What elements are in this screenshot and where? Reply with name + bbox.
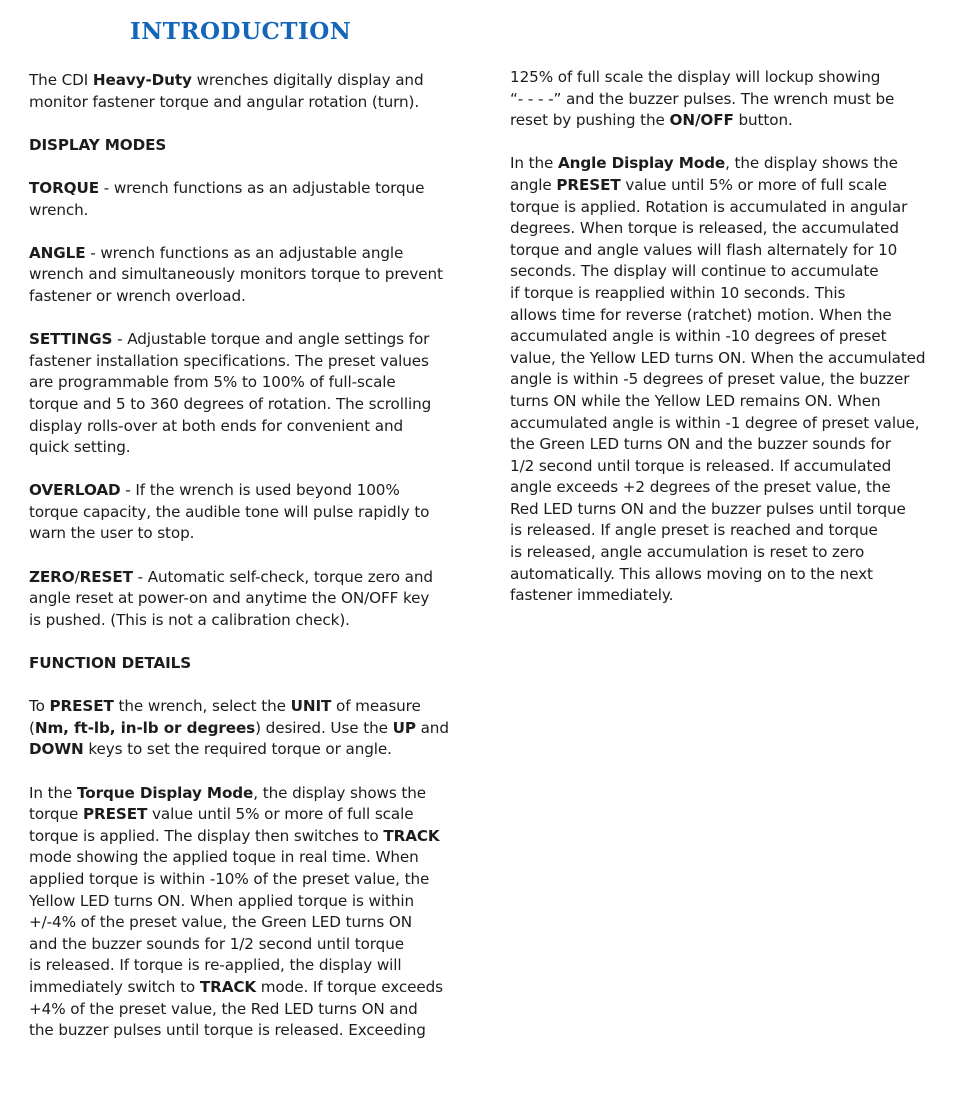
function-details-heading	[29, 653, 454, 675]
text-run: - If the wrench is used beyond 100%	[120, 481, 400, 500]
text-run: - Automatic self-check, torque zero and	[132, 567, 433, 586]
text-line	[29, 826, 454, 848]
text-run: +/-4% of the preset value, the Green LED turns ON	[29, 913, 413, 932]
text-line	[510, 283, 935, 305]
text-run: is released. If torque is re-applied, the display will	[29, 956, 402, 975]
text-run: quick setting.	[29, 438, 131, 457]
text-run: is pushed. (This is not a calibration check).	[29, 610, 350, 629]
bold-text-run: OVERLOAD	[29, 481, 121, 500]
text-line	[29, 804, 454, 826]
text-line	[510, 564, 935, 586]
text-run: /	[74, 567, 80, 586]
text-line	[510, 456, 935, 478]
text-run: In the	[29, 783, 77, 802]
text-run: wrenches digitally display and	[191, 71, 424, 89]
text-run: torque capacity, the audible tone will pulse rapidly to	[29, 502, 430, 521]
text-run: fastener installation specifications. The preset values	[29, 351, 429, 370]
text-line	[29, 243, 454, 265]
text-run: turns ON while the Yellow LED remains ON. When	[510, 391, 881, 410]
text-run: immediately switch to	[29, 977, 200, 996]
angle-display-mode-paragraph	[510, 153, 935, 606]
text-run: automatically. This allows moving on to the next	[510, 564, 873, 583]
text-run: torque is applied. The display then switches to	[29, 826, 384, 845]
text-run: 1/2 second until torque is released. If accumulated	[510, 456, 892, 475]
text-run: accumulated angle is within -1 degree of preset value,	[510, 413, 920, 432]
text-line	[29, 372, 454, 394]
text-run: reset by pushing the	[510, 111, 670, 130]
text-line	[29, 912, 454, 934]
text-run: angle is within -5 degrees of preset value, the buzzer	[510, 370, 910, 389]
angle-mode-paragraph	[29, 243, 454, 308]
text-line	[29, 847, 454, 869]
text-line	[510, 326, 935, 348]
page-title: INTRODUCTION	[130, 18, 352, 45]
text-run: mode showing the applied toque in real time. When	[29, 848, 419, 867]
text-run: In the	[510, 154, 558, 173]
zero-reset-paragraph	[29, 567, 454, 632]
text-line	[510, 197, 935, 219]
text-run: the Green LED turns ON and the buzzer sounds for	[510, 435, 891, 454]
text-line	[29, 200, 454, 222]
overload-paragraph	[29, 480, 454, 545]
bold-text-run: TORQUE	[29, 178, 99, 197]
bold-text-run: PRESET	[82, 805, 148, 824]
bold-text-run: UNIT	[290, 697, 332, 716]
text-line	[29, 999, 454, 1021]
text-line	[29, 264, 454, 286]
text-line	[510, 110, 935, 132]
text-run: the buzzer pulses until torque is released. Exceeding	[29, 1021, 426, 1040]
text-line	[29, 891, 454, 913]
text-run: if torque is reapplied within 10 seconds. This	[510, 283, 846, 302]
text-line	[29, 437, 454, 459]
text-line	[29, 783, 454, 805]
text-line	[510, 175, 935, 197]
text-line	[29, 135, 454, 157]
text-run: degrees. When torque is released, the accumulated	[510, 219, 899, 238]
text-run: angle exceeds +2 degrees of the preset value, the	[510, 478, 891, 497]
text-line	[510, 391, 935, 413]
text-run: angle	[510, 175, 557, 194]
bold-text-run: PRESET	[556, 175, 621, 194]
bold-text-run: ON/OFF	[669, 111, 734, 130]
text-run: - wrench functions as an adjustable torque	[98, 178, 425, 197]
bold-text-run: TRACK	[383, 826, 440, 845]
text-line	[510, 520, 935, 542]
text-run: To	[29, 697, 50, 716]
text-line	[29, 696, 454, 718]
text-line	[29, 718, 454, 740]
text-line	[29, 977, 454, 999]
right-column	[510, 67, 935, 628]
bold-text-run: ZERO	[29, 567, 75, 586]
text-run: 125% of full scale the display will lockup showing	[510, 68, 881, 86]
text-run: (	[29, 718, 35, 737]
bold-text-run: DOWN	[29, 740, 84, 759]
text-run: wrench.	[29, 200, 89, 219]
bold-text-run: DISPLAY MODES	[29, 135, 167, 154]
display-modes-heading	[29, 135, 454, 157]
text-run: of measure	[331, 697, 421, 716]
text-line	[29, 70, 454, 92]
bold-text-run: TRACK	[199, 977, 257, 996]
text-line	[29, 286, 454, 308]
text-run: display rolls-over at both ends for convenient and	[29, 416, 404, 435]
text-line	[29, 480, 454, 502]
text-run: +4% of the preset value, the Red LED turns ON and	[29, 999, 418, 1018]
text-line	[29, 394, 454, 416]
text-run: , the display shows the	[725, 154, 898, 173]
text-run: value until 5% or more of full scale	[147, 805, 414, 824]
bold-text-run: RESET	[79, 567, 133, 586]
bold-text-run: SETTINGS	[29, 330, 113, 349]
text-line	[29, 955, 454, 977]
bold-text-run: PRESET	[49, 697, 114, 716]
text-line	[29, 588, 454, 610]
bold-text-run: Torque Display Mode	[77, 783, 254, 802]
text-line	[29, 934, 454, 956]
text-line	[29, 610, 454, 632]
text-line	[29, 653, 454, 675]
text-line	[29, 567, 454, 589]
text-line	[29, 351, 454, 373]
text-run: warn the user to stop.	[29, 524, 195, 543]
text-run: “- - - -” and the buzzer pulses. The wrench must be	[510, 89, 895, 108]
text-line	[510, 477, 935, 499]
text-line	[510, 348, 935, 370]
torque-mode-paragraph	[29, 178, 454, 221]
text-line	[510, 585, 935, 607]
text-line	[510, 305, 935, 327]
torque-display-mode-paragraph	[29, 783, 454, 1042]
text-run: fastener immediately.	[510, 586, 674, 605]
text-run: keys to set the required torque or angle.	[83, 740, 392, 759]
text-line	[29, 416, 454, 438]
text-run: are programmable from 5% to 100% of full-scale	[29, 373, 396, 392]
text-run: - Adjustable torque and angle settings for	[112, 330, 430, 349]
text-line	[510, 67, 935, 89]
text-line	[29, 92, 454, 114]
text-line	[510, 261, 935, 283]
text-line	[510, 218, 935, 240]
text-line	[510, 153, 935, 175]
preset-paragraph	[29, 696, 454, 761]
text-run: angle reset at power-on and anytime the ON/OFF key	[29, 589, 430, 608]
text-run: Yellow LED turns ON. When applied torque is within	[29, 891, 415, 910]
text-line	[29, 1020, 454, 1042]
text-run: , the display shows the	[253, 783, 427, 802]
text-run: - wrench functions as an adjustable angle	[85, 243, 404, 262]
text-run: accumulated angle is within -10 degrees of preset	[510, 327, 887, 346]
text-run: allows time for reverse (ratchet) motion. When the	[510, 305, 892, 324]
bold-text-run: Heavy-Duty	[92, 71, 192, 89]
text-run: applied torque is within -10% of the preset value, the	[29, 869, 430, 888]
text-line	[29, 329, 454, 351]
text-run: torque is applied. Rotation is accumulated in angular	[510, 197, 908, 216]
text-run: value, the Yellow LED turns ON. When the accumulated	[510, 348, 926, 367]
text-line	[510, 369, 935, 391]
text-line	[510, 542, 935, 564]
text-run: mode. If torque exceeds	[256, 977, 443, 996]
text-line	[510, 240, 935, 262]
text-run: torque	[29, 805, 83, 824]
text-line	[510, 499, 935, 521]
text-run: torque and 5 to 360 degrees of rotation. The scrolling	[29, 394, 432, 413]
text-run: is released. If angle preset is reached and torque	[510, 521, 878, 540]
text-line	[29, 178, 454, 200]
text-run: fastener or wrench overload.	[29, 286, 246, 305]
text-run: is released, angle accumulation is reset to zero	[510, 543, 865, 562]
text-run: torque and angle values will flash alternately for 10	[510, 240, 898, 259]
bold-text-run: Angle Display Mode	[558, 154, 726, 173]
text-run: and the buzzer sounds for 1/2 second until torque	[29, 934, 404, 953]
text-run: and	[415, 718, 449, 737]
text-run: The CDI	[29, 71, 93, 89]
text-run: monitor fastener torque and angular rotation (turn).	[29, 92, 420, 111]
text-run: seconds. The display will continue to accumulate	[510, 262, 879, 281]
lockup-paragraph	[510, 67, 935, 132]
text-line	[510, 413, 935, 435]
settings-paragraph	[29, 329, 454, 459]
bold-text-run: UP	[392, 718, 416, 737]
text-run: the wrench, select the	[113, 697, 291, 716]
text-run: ) desired. Use the	[255, 718, 393, 737]
text-line	[29, 739, 454, 761]
text-run: button.	[733, 111, 793, 130]
intro-paragraph	[29, 70, 454, 113]
text-line	[29, 869, 454, 891]
text-line	[510, 434, 935, 456]
text-run: value until 5% or more of full scale	[620, 175, 887, 194]
bold-text-run: ANGLE	[29, 243, 86, 262]
text-run: Red LED turns ON and the buzzer pulses until torque	[510, 499, 906, 518]
text-line	[510, 89, 935, 111]
bold-text-run: Nm, ft-lb, in-lb or degrees	[34, 718, 256, 737]
text-run: wrench and simultaneously monitors torque to prevent	[29, 265, 443, 284]
text-line	[29, 523, 454, 545]
bold-text-run: FUNCTION DETAILS	[29, 654, 192, 673]
text-line	[29, 502, 454, 524]
left-column	[29, 70, 454, 1063]
